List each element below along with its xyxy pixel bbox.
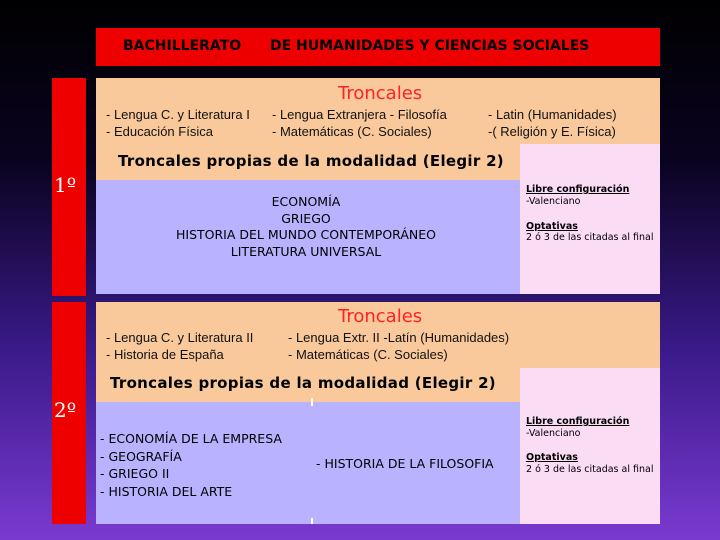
list-item: - Lengua Extranjera - Filosofía <box>272 107 447 122</box>
year-2-optativas-text: 2 ó 3 de las citadas al final <box>526 464 654 475</box>
list-item: GRIEGO <box>281 210 331 226</box>
year-1-side-panel <box>520 144 660 294</box>
list-item: -( Religión y E. Física) <box>488 124 616 139</box>
year-1-optativas-title: Optativas <box>526 221 578 232</box>
year-2-optativas-title: Optativas <box>526 452 578 463</box>
list-item: - GEOGRAFÍA <box>100 448 182 464</box>
header-title-part2: DE HUMANIDADES Y CIENCIAS SOCIALES <box>270 38 590 54</box>
list-item: HISTORIA DEL MUNDO CONTEMPORÁNEO <box>175 227 436 242</box>
year-2-troncales-panel <box>96 302 660 368</box>
year-1-troncales-col2 <box>272 106 447 140</box>
list-item: - HISTORIA DEL ARTE <box>100 483 233 499</box>
list-item: - Lengua C. y Literatura II <box>106 330 254 345</box>
list-item: - Matemáticas (C. Sociales) <box>272 124 432 139</box>
year-2-modalidad-title: Troncales propias de la modalidad (Elegir 2) <box>110 374 496 392</box>
year-1-optativas-text: 2 ó 3 de las citadas al final <box>526 232 654 243</box>
list-item: - Latin (Humanidades) <box>488 107 617 122</box>
list-item: - Historia de España <box>106 347 224 362</box>
list-item: ECONOMÍA <box>271 194 341 209</box>
year-2-libre-title: Libre configuración <box>526 416 630 427</box>
year-1-libre-text: -Valenciano <box>526 196 581 207</box>
divider-mark <box>311 398 313 406</box>
list-item: - Educación Física <box>106 124 213 139</box>
year-1-troncales-title: Troncales <box>338 83 423 104</box>
year-2-label: 2º <box>54 398 77 422</box>
year-2-modalidad-list <box>100 430 282 500</box>
year-2-modalidad-extra: - HISTORIA DE LA FILOSOFIA <box>316 456 494 471</box>
divider-mark <box>311 518 313 524</box>
year-1-troncales-panel <box>96 78 660 144</box>
list-item: - ECONOMÍA DE LA EMPRESA <box>100 431 282 446</box>
year-1-libre-title: Libre configuración <box>526 184 630 195</box>
year-2-side-panel <box>520 368 660 524</box>
year-2-troncales-col2 <box>288 329 509 363</box>
list-item: - Lengua Extr. II -Latín (Humanidades) <box>288 330 510 345</box>
year-1-modalidad-header <box>96 144 520 180</box>
year-2-modalidad-header <box>96 368 520 402</box>
list-item: - Matemáticas (C. Sociales) <box>288 347 448 362</box>
list-item: - GRIEGO II <box>100 466 170 481</box>
header-title-part1: BACHILLERATO <box>123 38 242 54</box>
year-1-modalidad-panel <box>96 180 520 294</box>
year-2-troncales-title: Troncales <box>338 306 423 327</box>
year-1-modalidad-list <box>136 194 476 260</box>
year-1-troncales-col3 <box>488 106 617 140</box>
year-2-bar <box>52 302 86 524</box>
year-1-modalidad-title: Troncales propias de la modalidad (Elegir 2) <box>118 152 504 170</box>
year-1-troncales-col1 <box>106 106 250 140</box>
year-2-troncales-col1 <box>106 329 253 363</box>
header-bar <box>96 28 660 66</box>
list-item: - Lengua C. y Literatura I <box>106 107 250 122</box>
year-2-modalidad-panel <box>96 402 520 524</box>
list-item: LITERATURA UNIVERSAL <box>230 243 382 259</box>
year-2-libre-text: -Valenciano <box>526 428 581 439</box>
year-1-label: 1º <box>54 173 77 197</box>
year-1-bar <box>52 78 86 296</box>
